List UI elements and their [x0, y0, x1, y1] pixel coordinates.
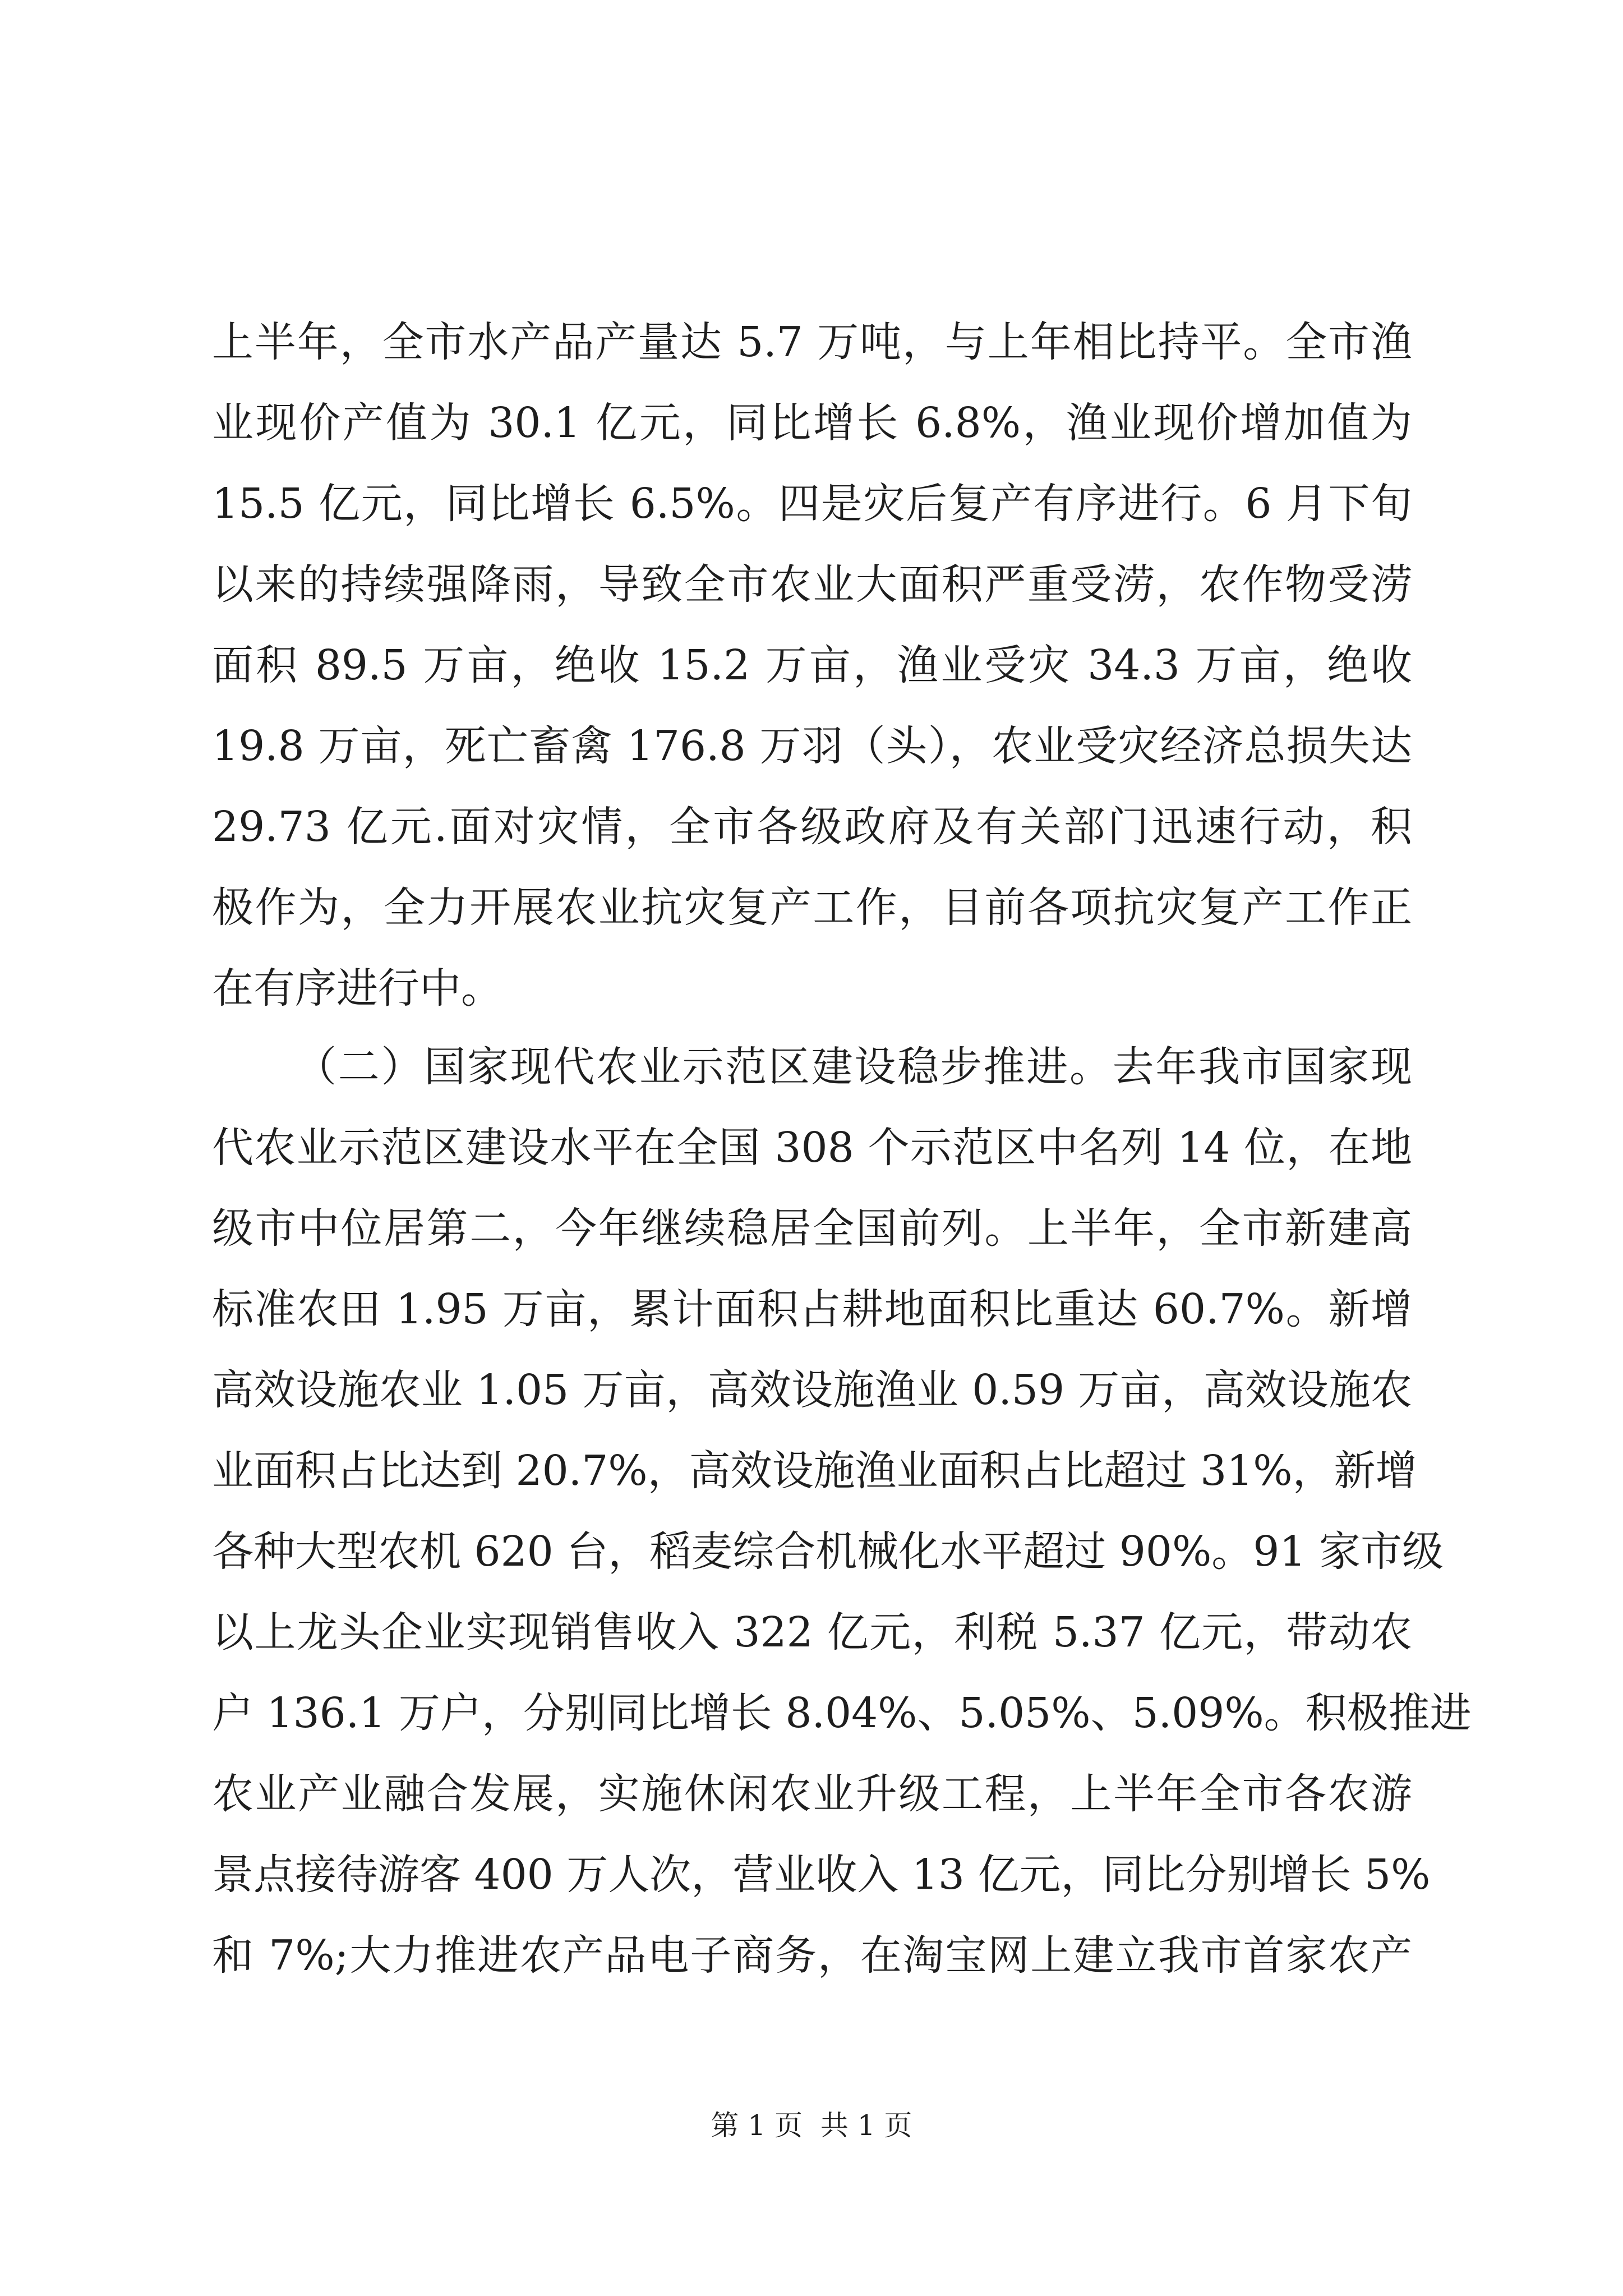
paragraph-line: 在有序进行中。: [212, 964, 502, 1013]
paragraph-line: （二）国家现代农业示范区建设稳步推进。去年我市国家现: [295, 1043, 1412, 1091]
paragraph-line: 19.8 万亩，死亡畜禽 176.8 万羽（头），农业受灾经济总损失达: [212, 722, 1412, 770]
paragraph-line: 极作为，全力开展农业抗灾复产工作，目前各项抗灾复产工作正: [212, 884, 1412, 932]
paragraph-line: 农业产业融合发展，实施休闲农业升级工程，上半年全市各农游: [212, 1770, 1412, 1818]
paragraph-line: 标准农田 1.95 万亩，累计面积占耕地面积比重达 60.7%。新增: [212, 1285, 1412, 1333]
paragraph-line: 各种大型农机 620 台，稻麦综合机械化水平超过 90%。91 家市级: [212, 1527, 1444, 1576]
paragraph-line: 业现价产值为 30.1 亿元，同比增长 6.8%，渔业现价增加值为: [212, 399, 1412, 447]
paragraph-2: [212, 1027, 1472, 1996]
paragraph-line: 上半年，全市水产品产量达 5.7 万吨，与上年相比持平。全市渔: [212, 318, 1412, 366]
paragraph-line: 景点接待游客 400 万人次，营业收入 13 亿元，同比分别增长 5%: [212, 1851, 1431, 1899]
paragraph-line: 级市中位居第二，今年继续稳居全国前列。上半年，全市新建高: [212, 1204, 1412, 1253]
paragraph-line: 和 7%;大力推进农产品电子商务，在淘宝网上建立我市首家农产: [212, 1931, 1412, 1980]
paragraph-line: 高效设施农业 1.05 万亩，高效设施渔业 0.59 万亩，高效设施农: [212, 1366, 1412, 1414]
paragraph-line: 以上龙头企业实现销售收入 322 亿元，利税 5.37 亿元，带动农: [212, 1608, 1412, 1657]
page-footer: 第 1 页 共 1 页: [711, 2109, 912, 2142]
paragraph-line: 面积 89.5 万亩，绝收 15.2 万亩，渔业受灾 34.3 万亩，绝收: [212, 641, 1412, 689]
paragraph-line: 户 136.1 万户，分别同比增长 8.04%、5.05%、5.09%。积极推进: [212, 1689, 1472, 1737]
paragraph-line: 以来的持续强降雨，导致全市农业大面积严重受涝，农作物受涝: [212, 560, 1412, 609]
paragraph-line: 29.73 亿元.面对灾情，全市各级政府及有关部门迅速行动，积: [212, 803, 1412, 851]
paragraph-line: 代农业示范区建设水平在全国 308 个示范区中名列 14 位，在地: [212, 1124, 1412, 1172]
paragraph-line: 业面积占比达到 20.7%，高效设施渔业面积占比超过 31%，新增: [212, 1447, 1417, 1495]
paragraph-line: 15.5 亿元，同比增长 6.5%。四是灾后复产有序进行。6 月下旬: [212, 480, 1412, 528]
paragraph-1: [212, 302, 1412, 1029]
